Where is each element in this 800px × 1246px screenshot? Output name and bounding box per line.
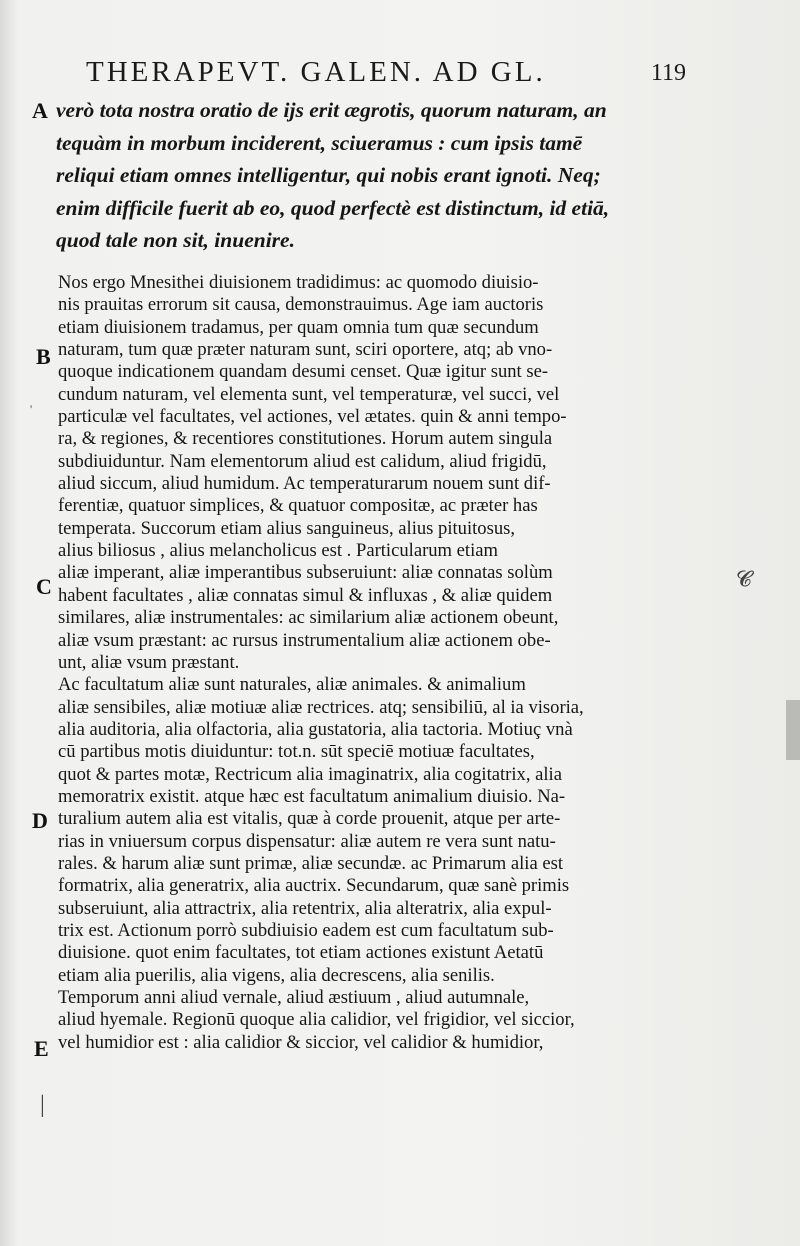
- margin-letter-b: B: [36, 344, 51, 369]
- margin-mark: |: [40, 1092, 45, 1118]
- text-line: unt, aliæ vsum præstant.: [58, 651, 240, 673]
- margin-letter-d: D: [32, 808, 48, 833]
- margin-letter-e: E: [34, 1036, 49, 1061]
- text-line: subseruiunt, alia attractrix, alia retentrix, alia alteratrix, alia expul-: [58, 897, 552, 919]
- text-line: etiam alia puerilis, alia vigens, alia decrescens, alia senilis.: [58, 964, 495, 986]
- text-line: temperata. Succorum etiam alius sanguineus, alius pituitosus,: [58, 517, 516, 539]
- italic-line: reliqui etiam omnes intelligentur, qui nobis erant ignoti. Neq;: [56, 163, 601, 187]
- text-line: aliæ sensibiles, aliæ motiuæ aliæ rectrices. atq; sensibiliū, al ia visoria,: [58, 696, 584, 718]
- text-line: cū partibus motis diuiduntur: tot.n. sūt speciē motiuæ facultates,: [58, 741, 535, 763]
- text-line: ferentiæ, quatuor simplices, & quatuor compositæ, ac præter has: [58, 495, 538, 517]
- text-line: alius biliosus , alius melancholicus est . Particularum etiam: [58, 540, 498, 562]
- text-line: cundum naturam, vel elementa sunt, vel temperaturæ, vel succi, vel: [58, 383, 560, 405]
- text-line: aliæ imperant, aliæ imperantibus subseruiunt: aliæ connatas solùm: [58, 562, 553, 584]
- text-line: rales. & harum aliæ sunt primæ, aliæ secundæ. ac Primarum alia est: [58, 852, 564, 874]
- text-line: memoratrix existit. atque hæc est facultatum animalium diuisio. Na-: [58, 785, 566, 807]
- text-line: quoque indicationem quandam desumi censet. Quæ igitur sunt se-: [58, 361, 549, 383]
- running-head: THERAPEVT. GALEN. AD GL.: [86, 56, 546, 88]
- italic-line: verò tota nostra oratio de ijs erit ægrotis, quorum naturam, an: [56, 98, 607, 122]
- italic-line: quod tale non sit, inuenire.: [56, 228, 295, 252]
- margin-letter-c: C: [36, 574, 52, 599]
- page-edge-shadow: [786, 700, 800, 760]
- text-line: rias in vniuersum corpus dispensatur: aliæ autem re vera sunt natu-: [58, 830, 556, 852]
- italic-line: tequàm in morbum inciderent, sciueramus : cum ipsis tamē: [56, 130, 583, 155]
- italic-line: enim difficile fuerit ab eo, quod perfectè est distinctum, id etiā,: [56, 195, 610, 220]
- margin-letter-a: A: [32, 98, 48, 123]
- text-line: similares, aliæ instrumentales: ac similarium aliæ actionem obeunt,: [58, 607, 559, 629]
- text-line: ra, & regiones, & recentiores constitutiones. Horum autem singula: [58, 428, 553, 450]
- text-line: diuisione. quot enim facultates, tot etiam actiones existunt Aetatū: [58, 942, 544, 964]
- text-line: turalium autem alia est vitalis, quæ à corde prouenit, atque per arte-: [58, 808, 561, 830]
- text-line: formatrix, alia generatrix, alia auctrix. Secundarum, quæ sanè primis: [58, 875, 570, 897]
- text-line: Nos ergo Mnesithei diuisionem tradidimus: ac quomodo diuisio-: [58, 272, 539, 293]
- italic-paragraph: [56, 94, 676, 257]
- page-header: [86, 50, 686, 94]
- text-line: vel humidior est : alia calidior & siccior, vel calidior & humidior,: [58, 1031, 544, 1053]
- text-line: habent facultates , aliæ connatas simul & influxas , & aliæ quidem: [58, 584, 553, 606]
- margin-mark: ': [30, 402, 33, 416]
- text-line: nis prauitas errorum sit causa, demonstrauimus. Age iam auctoris: [58, 294, 544, 316]
- text-line: aliæ vsum præstant: ac rursus instrumentalium aliæ actionem obe-: [58, 629, 551, 651]
- text-line: naturam, tum quæ præter naturam sunt, sciri oportere, atq; ab vno-: [58, 339, 553, 361]
- text-line: aliud hyemale. Regionū quoque alia calidior, vel frigidior, vel siccior,: [58, 1009, 575, 1031]
- text-line: particulæ vel facultates, vel actiones, vel ætates. quin & anni tempo-: [58, 406, 567, 428]
- text-line: subdiuiduntur. Nam elementorum aliud est calidum, aliud frigidū,: [58, 450, 547, 472]
- text-line: trix est. Actionum porrò subdiuisio eadem est cum facultatum sub-: [58, 919, 554, 941]
- text-line: aliud siccum, aliud humidum. Ac temperaturarum nouem sunt dif-: [58, 473, 551, 495]
- page-number: 119: [650, 60, 686, 86]
- text-line: etiam diuisionem tradamus, per quam omnia tum quæ secundum: [58, 316, 539, 338]
- text-line: alia auditoria, alia olfactoria, alia gustatoria, alia tactoria. Motiuç vnà: [58, 718, 573, 740]
- body-text: [58, 272, 678, 1054]
- margin-mark: 𝓒: [736, 566, 752, 591]
- text-line: Ac facultatum aliæ sunt naturales, aliæ animales. & animalium: [58, 674, 526, 696]
- text-line: Temporum anni aliud vernale, aliud æstiuum , aliud autumnale,: [58, 987, 530, 1008]
- text-line: quot & partes motæ, Rectricum alia imaginatrix, alia cogitatrix, alia: [58, 763, 562, 785]
